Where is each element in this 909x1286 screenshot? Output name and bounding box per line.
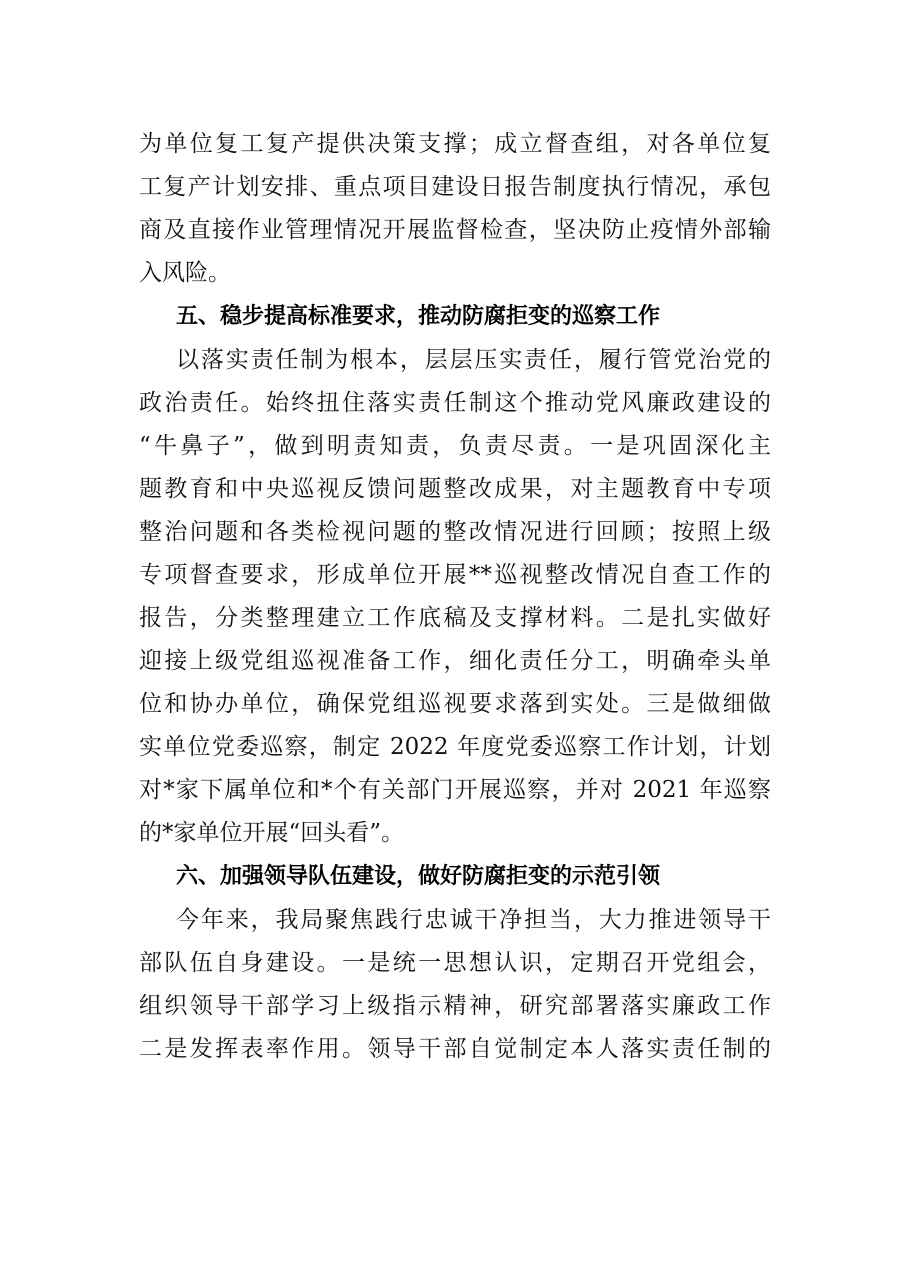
paragraph-line: 位和协办单位，确保党组巡视要求落到实处。三是做细做 <box>139 691 771 717</box>
paragraph-line: 商及直接作业管理情况开展监督检查，坚决防止疫情外部输 <box>139 217 771 243</box>
paragraph-line: 报告，分类整理建立工作底稿及支撑材料。二是扎实做好 <box>139 605 771 631</box>
paragraph-line: 题教育和中央巡视反馈问题整改成果，对主题教育中专项 <box>139 476 771 502</box>
paragraph-line: 入风险。 <box>139 260 231 286</box>
paragraph-line: 今年来，我局聚焦践行忠诚干净担当，大力推进领导干 <box>176 907 771 933</box>
paragraph-line: 组织领导干部学习上级指示精神，研究部署落实廉政工作 <box>139 993 771 1019</box>
section-heading-6: 六、加强领导队伍建设，做好防腐拒变的示范引领 <box>176 864 661 889</box>
paragraph-line: 为单位复工复产提供决策支撑；成立督查组，对各单位复 <box>139 131 771 157</box>
paragraph-line: 实单位党委巡察，制定 2022 年度党委巡察工作计划，计划 <box>139 734 771 760</box>
paragraph-line: 迎接上级党组巡视准备工作，细化责任分工，明确牵头单 <box>139 648 771 674</box>
section-heading-5: 五、稳步提高标准要求，推动防腐拒变的巡察工作 <box>176 304 661 329</box>
paragraph-line: 以落实责任制为根本，层层压实责任，履行管党治党的 <box>176 347 771 373</box>
paragraph-line: 政治责任。始终扭住落实责任制这个推动党风廉政建设的 <box>139 390 771 416</box>
paragraph-line: 的*家单位开展“回头看”。 <box>139 820 405 846</box>
paragraph-line: 部队伍自身建设。一是统一思想认识，定期召开党组会， <box>139 950 771 976</box>
paragraph-line: 整治问题和各类检视问题的整改情况进行回顾；按照上级 <box>139 519 771 545</box>
paragraph-line: 二是发挥表率作用。领导干部自觉制定本人落实责任制的 <box>139 1036 771 1062</box>
paragraph-line: 对*家下属单位和*个有关部门开展巡察，并对 2021 年巡察 <box>139 777 771 803</box>
paragraph-line: 工复产计划安排、重点项目建设日报告制度执行情况，承包 <box>139 174 771 200</box>
paragraph-line: “牛鼻子”，做到明责知责，负责尽责。一是巩固深化主 <box>139 433 771 459</box>
paragraph-line: 专项督查要求，形成单位开展**巡视整改情况自查工作的 <box>139 562 771 588</box>
